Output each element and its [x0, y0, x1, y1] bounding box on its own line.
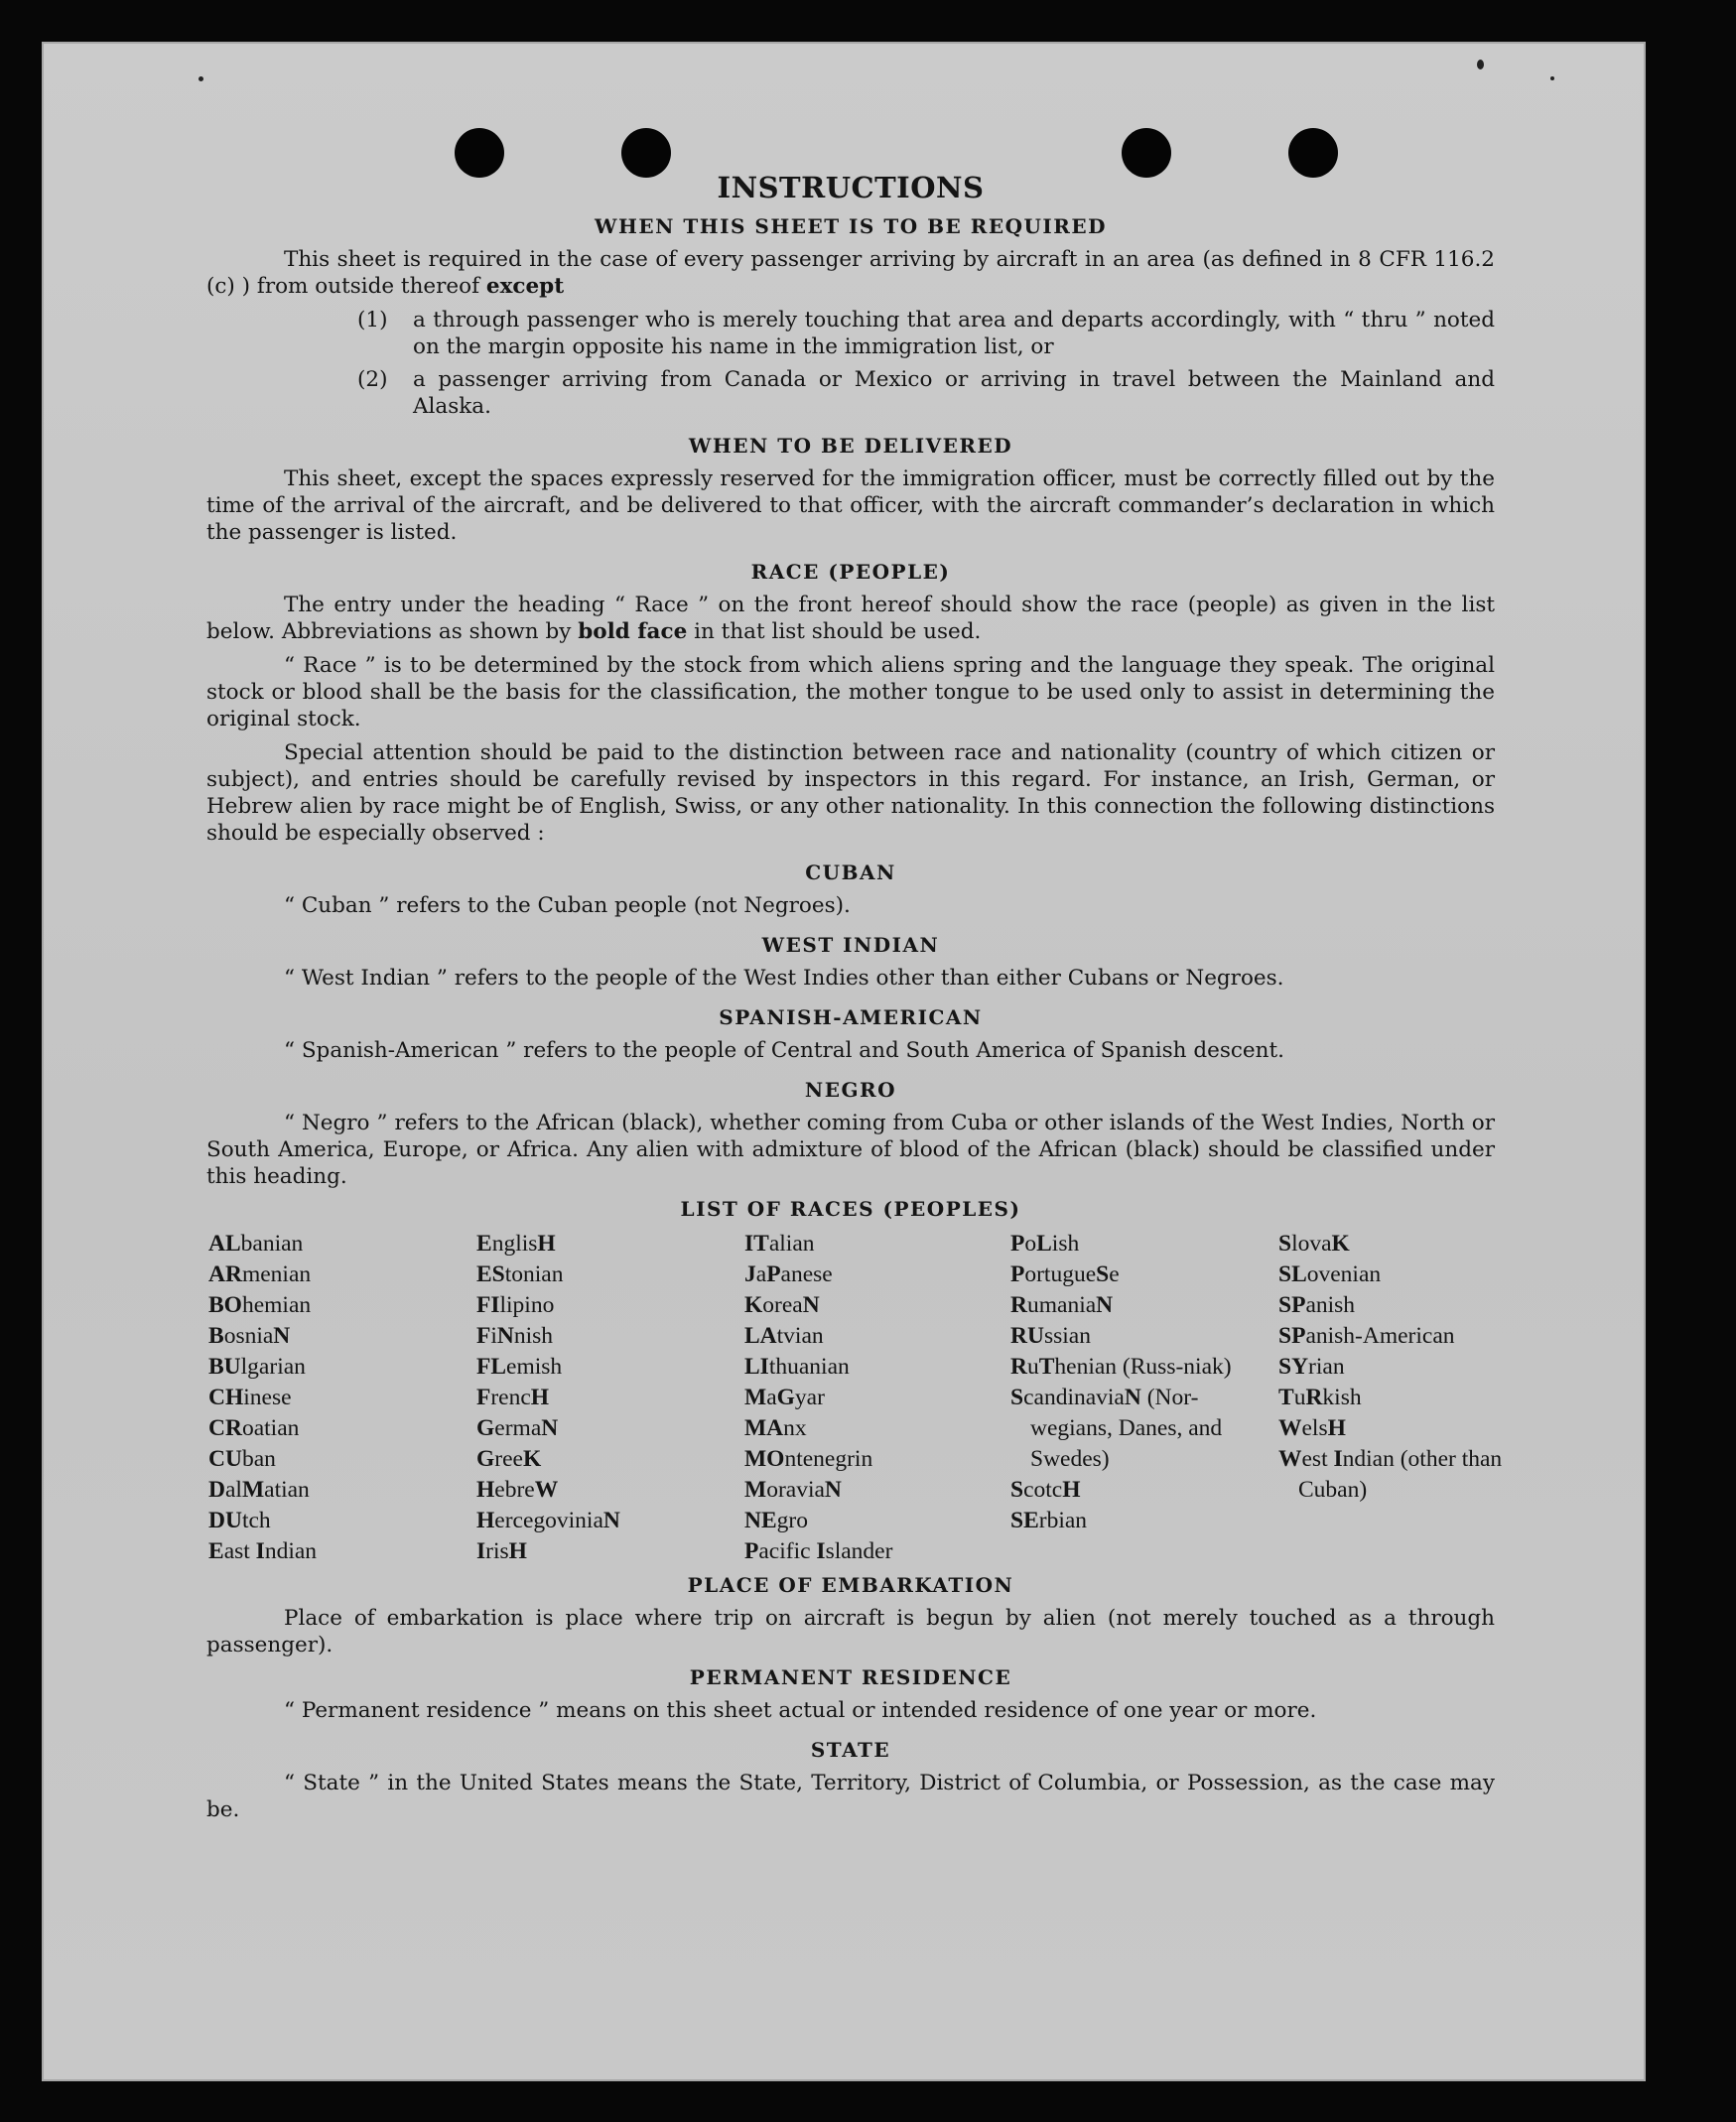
- race-entry: CUban: [208, 1446, 276, 1472]
- residence-text: “ Permanent residence ” means on this sheet actual or intended residence of one year or more.: [284, 1698, 1317, 1723]
- race-entry: LAtvian: [744, 1323, 824, 1349]
- race-entry: ARmenian: [208, 1261, 312, 1287]
- cuban-text: “ Cuban ” refers to the Cuban people (not Negroes).: [284, 893, 851, 918]
- race-entry: PortugueSe: [1010, 1261, 1120, 1287]
- race-entry: ScotcH: [1010, 1477, 1081, 1503]
- race-entry: IrisH: [476, 1538, 527, 1564]
- race-entry: KoreaN: [744, 1292, 820, 1318]
- race-entry: ALbanian: [208, 1231, 304, 1257]
- embarkation-text: Place of embarkation is place where trip on aircraft is begun by alien (not merely touched as a through passenger).: [206, 1606, 1495, 1658]
- race-column: [744, 1229, 1010, 1567]
- section-heading-spanish-american: SPANISH-AMERICAN: [719, 1005, 983, 1029]
- race-paragraph-2: “ Race ” is to be determined by the stock from which aliens spring and the language they speak. The original stock or blood shall be the basis for the classification, the mother tongue to be used only to assist in determining the original stock.: [206, 653, 1495, 731]
- race-entry: FLemish: [476, 1354, 563, 1380]
- race-entry: MAnx: [744, 1415, 807, 1441]
- race-entry: RUssian: [1010, 1323, 1091, 1349]
- race-column: [1010, 1229, 1278, 1567]
- race-entry: BUlgarian: [208, 1354, 306, 1380]
- race-column: [208, 1229, 476, 1567]
- race-entry: EStonian: [476, 1261, 564, 1287]
- state-text: “ State ” in the United States means the State, Territory, District of Columbia, or Possession, as the case may be.: [206, 1771, 1495, 1822]
- race-entry: WelsH: [1278, 1415, 1346, 1441]
- section-heading-when-required: WHEN THIS SHEET IS TO BE REQUIRED: [595, 214, 1107, 238]
- section-heading-when-delivered: WHEN TO BE DELIVERED: [688, 434, 1013, 458]
- instructions-content: [206, 171, 1503, 1830]
- race-entry: SErbian: [1010, 1508, 1088, 1533]
- section-heading-state: STATE: [810, 1738, 891, 1762]
- race-entry: MaGyar: [744, 1385, 825, 1410]
- race-entry: ITalian: [744, 1231, 815, 1257]
- race-entry: GreeK: [476, 1446, 542, 1472]
- race-entry: East Indian: [208, 1538, 318, 1564]
- race-entry: CHinese: [208, 1385, 292, 1410]
- race-entry: NEgro: [744, 1508, 808, 1533]
- race-entry: HebreW: [476, 1477, 559, 1503]
- race-entry: GermaN: [476, 1415, 559, 1441]
- list-of-races: [208, 1229, 1503, 1567]
- race-entry: MOntenegrin: [744, 1446, 873, 1472]
- race-entry: RuThenian (Russ-niak): [1010, 1354, 1232, 1380]
- page-title: INSTRUCTIONS: [717, 171, 985, 204]
- race-entry: FrencH: [476, 1385, 550, 1410]
- race-entry: SLovenian: [1278, 1261, 1382, 1287]
- race-entry: EnglisH: [476, 1231, 556, 1257]
- race-entry: BOhemian: [208, 1292, 312, 1318]
- spanish-american-text: “ Spanish-American ” refers to the people of Central and South America of Spanish descent.: [284, 1038, 1284, 1063]
- negro-text: “ Negro ” refers to the African (black), whether coming from Cuba or other islands of the West Indies, North or South America, Europe, or Africa. Any alien with admixture of blood of the African (black) should be classified under this heading.: [206, 1111, 1495, 1189]
- scan-speck: [1477, 60, 1484, 69]
- race-entry: PoLish: [1010, 1231, 1080, 1257]
- race-entry: FIlipino: [476, 1292, 555, 1318]
- scan-speck: [199, 76, 203, 81]
- race-entry: CRoatian: [208, 1415, 300, 1441]
- exception-item: (1) a through passenger who is merely touching that area and departs accordingly, with “ thru ” noted on the margin opposite his name in the immigration list, or: [357, 308, 1495, 359]
- race-entry: HercegoviniaN: [476, 1508, 620, 1533]
- race-entry: DalMatian: [208, 1477, 310, 1503]
- section-heading-negro: NEGRO: [804, 1078, 897, 1102]
- section-heading-embarkation: PLACE OF EMBARKATION: [687, 1573, 1014, 1597]
- race-entry: West Indian (other than Cuban): [1278, 1446, 1503, 1503]
- list-of-races-heading: LIST OF RACES (PEOPLES): [680, 1197, 1021, 1221]
- section-heading-cuban: CUBAN: [805, 861, 896, 884]
- race-entry: TuRkish: [1278, 1385, 1362, 1410]
- race-entry: RumaniaN: [1010, 1292, 1114, 1318]
- race-entry: SlovaK: [1278, 1231, 1350, 1257]
- west-indian-text: “ West Indian ” refers to the people of the West Indies other than either Cubans or Negroes.: [284, 966, 1284, 991]
- race-column: [1278, 1229, 1507, 1567]
- race-entry: SPanish-American: [1278, 1323, 1455, 1349]
- section-heading-residence: PERMANENT RESIDENCE: [689, 1665, 1012, 1689]
- race-entry: LIthuanian: [744, 1354, 850, 1380]
- race-entry: FiNnish: [476, 1323, 554, 1349]
- race-entry: BosniaN: [208, 1323, 291, 1349]
- race-entry: JaPanese: [744, 1261, 833, 1287]
- race-paragraph-1: The entry under the heading “ Race ” on the front hereof should show the race (people) as given in the list below. Abbreviations as shown by bold face in that list should be used.: [206, 593, 1495, 644]
- scan-speck: [1550, 76, 1554, 80]
- race-paragraph-3: Special attention should be paid to the distinction between race and nationality (country of which citizen or subject), and entries should be carefully revised by inspectors in this regard. For instance, an Irish, German, or Hebrew alien by race might be of English, Swiss, or any other nationality. In this connection the following distinctions should be especially observed :: [206, 740, 1495, 846]
- race-entry: SPanish: [1278, 1292, 1356, 1318]
- race-entry: MoraviaN: [744, 1477, 842, 1503]
- race-column: [476, 1229, 744, 1567]
- when-delivered-text: This sheet, except the spaces expressly reserved for the immigration officer, must be correctly filled out by the time of the arrival of the aircraft, and be delivered to that officer, with the aircraft commander’s declaration in which the passenger is listed.: [206, 466, 1495, 545]
- race-entry: DUtch: [208, 1508, 271, 1533]
- section-heading-race: RACE (PEOPLE): [750, 560, 951, 584]
- exception-item: (2) a passenger arriving from Canada or Mexico or arriving in travel between the Mainland and Alaska.: [357, 367, 1495, 419]
- race-entry: Pacific Islander: [744, 1538, 893, 1564]
- when-required-intro: This sheet is required in the case of every passenger arriving by aircraft in an area (as defined in 8 CFR 116.2 (c) ) from outside thereof except: [206, 247, 1495, 299]
- race-entry: SYrian: [1278, 1354, 1345, 1380]
- race-entry: ScandinaviaN (Nor-wegians, Danes, and Swedes): [1010, 1385, 1223, 1472]
- section-heading-west-indian: WEST INDIAN: [761, 933, 940, 957]
